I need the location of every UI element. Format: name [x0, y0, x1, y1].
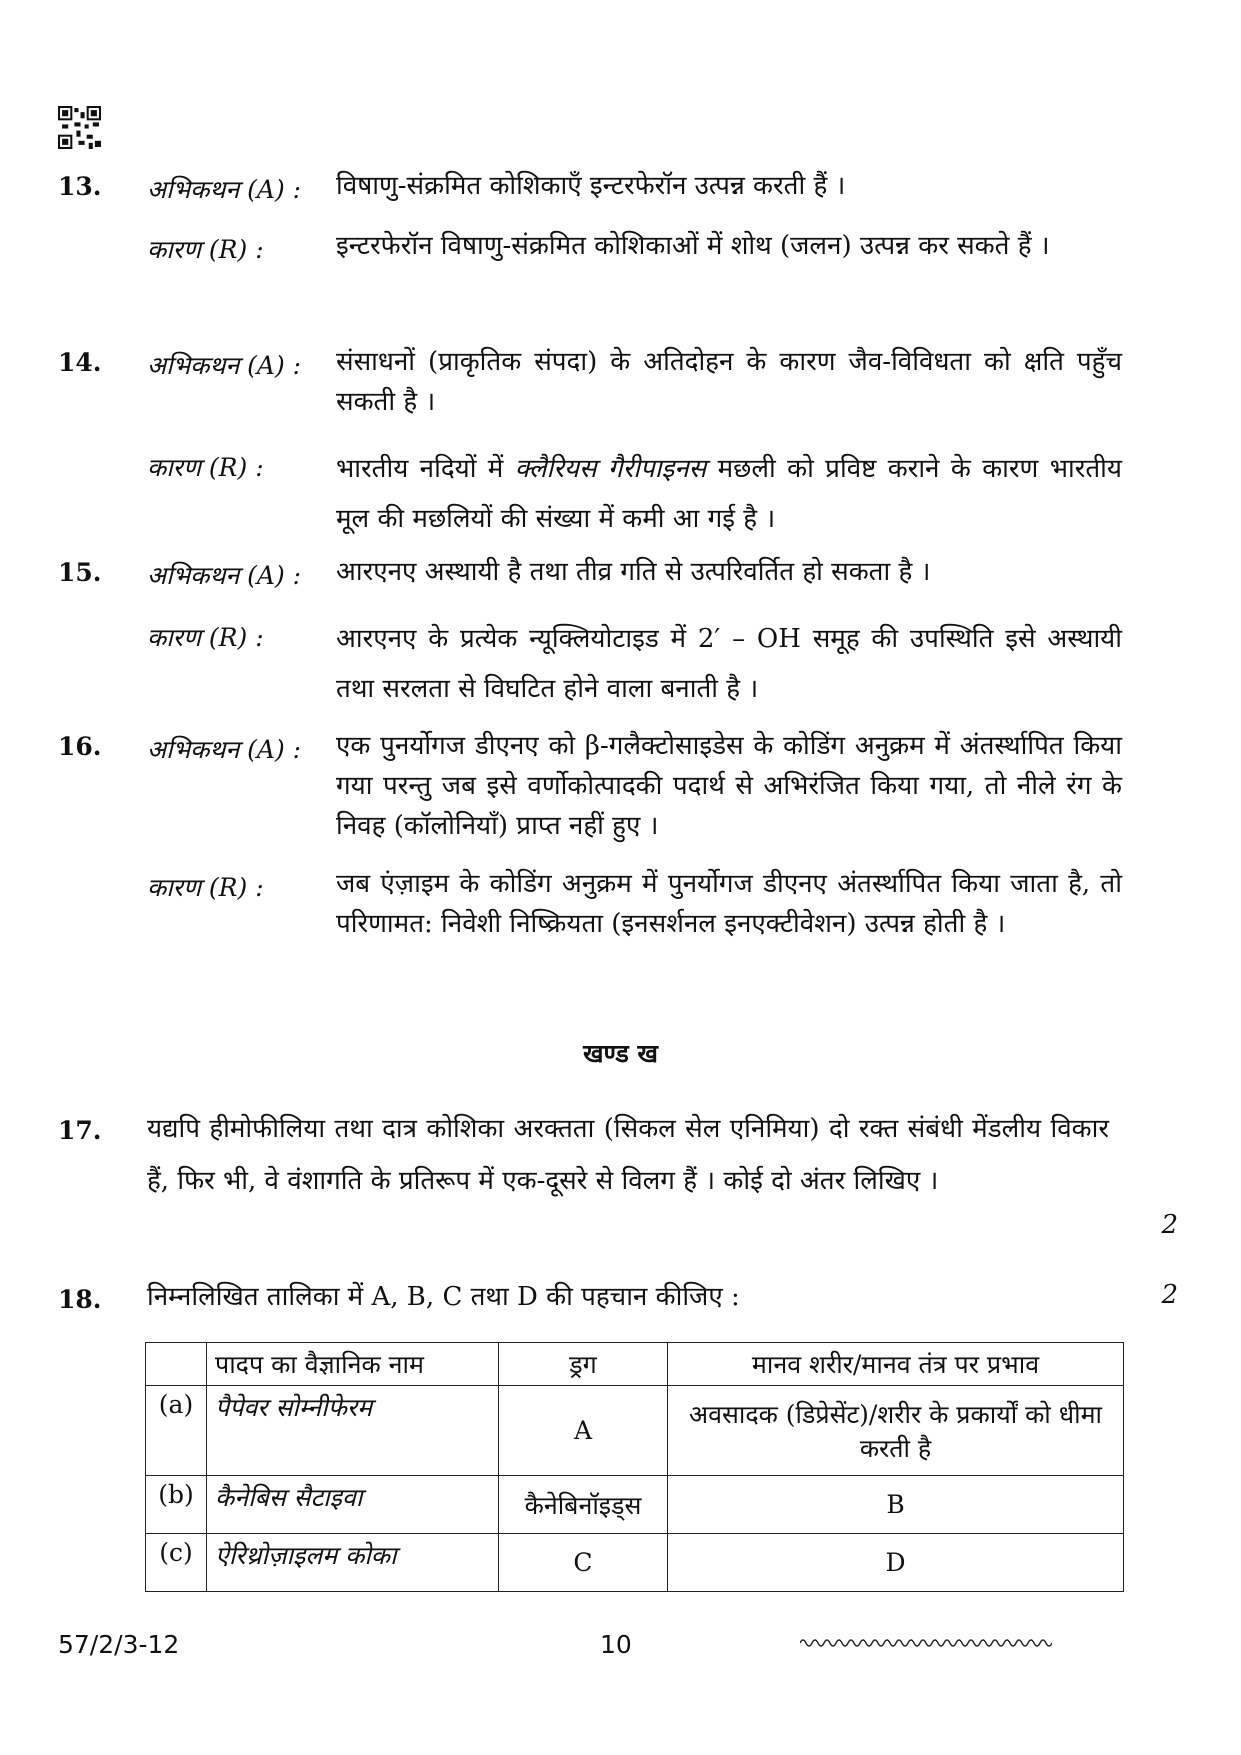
reason-label: कारण (R) : [147, 873, 264, 902]
page-number: 10 [600, 1630, 632, 1659]
marks: 2 [1161, 1210, 1178, 1240]
drug-table [145, 1342, 1124, 1592]
question-number: 13. [58, 172, 102, 201]
reason-label: कारण (R) : [147, 453, 264, 482]
table-header: पादप का वैज्ञानिक नाम [207, 1343, 499, 1386]
table-cell: कैनेबिनॉइड्स [499, 1476, 668, 1534]
species-name: क्लैरियस गैरीपाइनस [514, 454, 707, 484]
section-title: खण्ड ख [583, 1039, 658, 1068]
table-header: मानव शरीर/मानव तंत्र पर प्रभाव [668, 1343, 1124, 1386]
table-header-row [146, 1343, 1124, 1386]
table-cell: (b) [146, 1476, 207, 1534]
reason-label: कारण (R) : [147, 623, 264, 652]
table-cell: (a) [146, 1386, 207, 1476]
assertion-label: अभिकथन (A) : [147, 735, 302, 764]
table-cell: (c) [146, 1534, 207, 1592]
reason-label: कारण (R) : [147, 235, 264, 264]
table-cell: कैनेबिस सैटाइवा [207, 1476, 499, 1534]
table-cell: ऐरिथ्रोज़ाइलम कोका [207, 1534, 499, 1592]
question-number: 17. [58, 1116, 102, 1145]
table-cell: पैपेवर सोम्नीफेरम [207, 1386, 499, 1476]
table-row [146, 1534, 1124, 1592]
assertion-label: अभिकथन (A) : [147, 175, 302, 204]
question-number: 14. [58, 348, 102, 377]
table-cell: B [668, 1476, 1124, 1534]
assertion-text: आरएनए अस्थायी है तथा तीव्र गति से उत्परिवर्तित हो सकता है । [336, 557, 931, 587]
paper-code: 57/2/3-12 [58, 1630, 180, 1659]
question-number: 15. [58, 558, 102, 587]
table-cell: C [499, 1534, 668, 1592]
table-header [146, 1343, 207, 1386]
reason-text: आरएनए के प्रत्येक न्यूक्लियोटाइड में 2′ – OH समूह की उपस्थिति इसे अस्थायी तथा सरलता से विघटित होने वाला बनाती है । [336, 624, 1122, 704]
question-number: 16. [58, 732, 102, 761]
assertion-text: संसाधनों (प्राकृतिक संपदा) के अतिदोहन के कारण जैव-विविधता को क्षति पहुँच सकती है । [336, 347, 1122, 417]
marks: 2 [1161, 1280, 1178, 1310]
reason-text: इन्टरफेरॉन विषाणु-संक्रमित कोशिकाओं में शोथ (जलन) उत्पन्न कर सकते हैं । [336, 231, 1050, 261]
assertion-label: अभिकथन (A) : [147, 561, 302, 590]
assertion-text: विषाणु-संक्रमित कोशिकाएँ इन्टरफेरॉन उत्पन्न करती हैं । [336, 171, 846, 201]
table-cell: अवसादक (डिप्रेसेंट)/शरीर के प्रकार्यों को धीमा करती है [668, 1386, 1124, 1476]
table-row [146, 1476, 1124, 1534]
question-text: यद्यपि हीमोफीलिया तथा दात्र कोशिका अरक्तता (सिकल सेल एनिमिया) दो रक्त संबंधी मेंडलीय विकार हैं, फिर भी, वे वंशागति के प्रतिरूप में एक-दूसरे से विलग हैं । कोई दो अंतर लिखिए । [147, 1114, 1109, 1196]
table-cell: D [668, 1534, 1124, 1592]
question-text: निम्नलिखित तालिका में A, B, C तथा D की पहचान कीजिए : [147, 1282, 740, 1312]
reason-text: जब एंज़ाइम के कोडिंग अनुक्रम में पुनर्योगज डीएनए अंतर्स्थापित किया जाता है, तो परिणामत: निवेशी निष्क्रियता (इनसर्शनल इनएक्टीवेशन) उत्पन्न होती है । [336, 869, 1122, 939]
qr-code [58, 106, 101, 149]
assertion-text: एक पुनर्योगज डीएनए को β-गलैक्टोसाइडेस के कोडिंग अनुक्रम में अंतर्स्थापित किया गया परन्तु जब इसे वर्णोकोत्पादकी पदार्थ से अभिरंजित किया गया, तो नीले रंग के निवह (कॉलोनियाँ) प्राप्त नहीं हुए । [336, 731, 1122, 841]
reason-text: भारतीय नदियों में क्लैरियस गैरीपाइनस मछली को प्रविष्ट कराने के कारण भारतीय मूल की मछलियों की संख्या में कमी आ गई है । [336, 454, 1122, 534]
table-row [146, 1386, 1124, 1476]
question-number: 18. [58, 1285, 102, 1314]
wavy-line-decoration [800, 1636, 1052, 1650]
assertion-label: अभिकथन (A) : [147, 351, 302, 380]
table-cell: A [499, 1386, 668, 1476]
table-header: ड्रग [499, 1343, 668, 1386]
